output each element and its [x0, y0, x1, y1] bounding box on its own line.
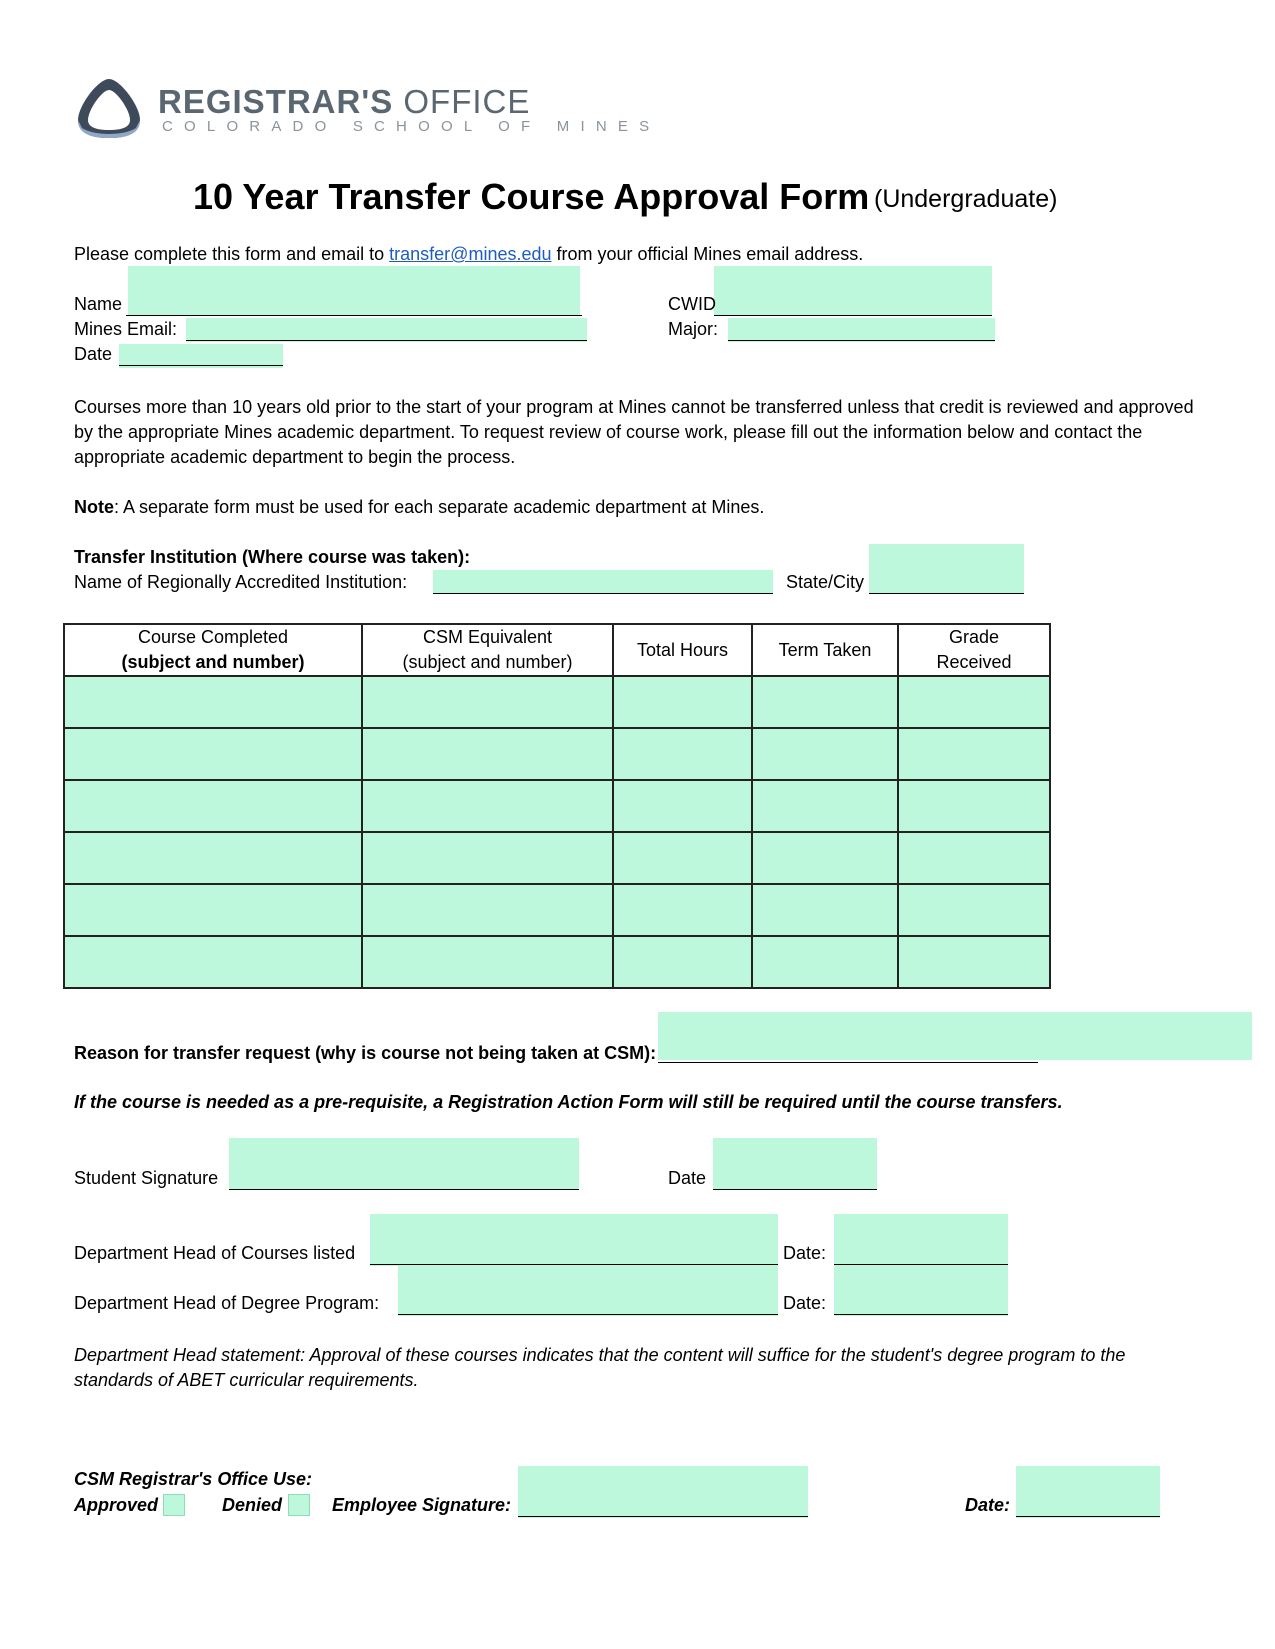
grade-received-cell[interactable] — [898, 676, 1050, 728]
course-completed-cell[interactable] — [64, 676, 362, 728]
table-row — [64, 832, 1050, 884]
grade-received-cell[interactable] — [898, 884, 1050, 936]
registrar-office-logo-text: REGISTRAR'S OFFICE — [158, 83, 531, 120]
dept-head-degree-date-label: Date: — [783, 1293, 827, 1313]
total-hours-cell[interactable] — [613, 780, 752, 832]
institution-heading: Transfer Institution (Where course was taken): — [74, 547, 471, 567]
office-date-label: Date: — [965, 1495, 1011, 1515]
transfer-email-link[interactable]: transfer@mines.edu — [389, 244, 552, 264]
csm-equivalent-cell[interactable] — [362, 832, 613, 884]
employee-signature-label: Employee Signature: — [332, 1495, 512, 1515]
dept-head-degree-label: Department Head of Degree Program: — [74, 1293, 380, 1313]
intro-text: Please complete this form and email to transfer@mines.edu from your official Mines email address. — [74, 244, 864, 264]
grade-received-cell[interactable] — [898, 936, 1050, 988]
term-taken-cell[interactable] — [752, 780, 898, 832]
form-title: 10 Year Transfer Course Approval Form — [193, 176, 870, 217]
office-use-heading: CSM Registrar's Office Use: — [74, 1469, 313, 1489]
header-csm-equivalent: CSM Equivalent (subject and number) — [362, 624, 613, 676]
course-completed-cell[interactable] — [64, 780, 362, 832]
term-taken-cell[interactable] — [752, 936, 898, 988]
term-taken-cell[interactable] — [752, 832, 898, 884]
term-taken-cell[interactable] — [752, 676, 898, 728]
header-total-hours: Total Hours — [613, 624, 752, 676]
total-hours-cell[interactable] — [613, 936, 752, 988]
header-grade-received: Grade Received — [898, 624, 1050, 676]
denied-label: Denied — [222, 1495, 283, 1515]
term-taken-cell[interactable] — [752, 884, 898, 936]
total-hours-cell[interactable] — [613, 728, 752, 780]
table-row — [64, 780, 1050, 832]
approved-checkbox[interactable] — [163, 1494, 185, 1516]
csm-equivalent-cell[interactable] — [362, 884, 613, 936]
student-signature-label: Student Signature — [74, 1168, 219, 1188]
student-date-label: Date — [668, 1168, 707, 1188]
course-completed-cell[interactable] — [64, 832, 362, 884]
total-hours-cell[interactable] — [613, 676, 752, 728]
date-label: Date — [74, 344, 113, 364]
colorado-school-of-mines-logo-text: COLORADO SCHOOL OF MINES — [162, 118, 661, 135]
reason-label: Reason for transfer request (why is course not being taken at CSM): — [74, 1043, 657, 1063]
mines-logo-icon — [74, 76, 144, 142]
cwid-label: CWID — [668, 294, 716, 314]
csm-equivalent-cell[interactable] — [362, 676, 613, 728]
grade-received-cell[interactable] — [898, 780, 1050, 832]
table-row — [64, 676, 1050, 728]
state-city-label: State/City — [786, 572, 865, 592]
table-header-row — [64, 624, 1050, 676]
term-taken-cell[interactable] — [752, 728, 898, 780]
csm-equivalent-cell[interactable] — [362, 936, 613, 988]
policy-paragraph: Courses more than 10 years old prior to the start of your program at Mines cannot be transferred unless that credit is reviewed and approved by the appropriate Mines academic department. To request review of course work, please fill out the information below and contact the appropriate academic department to begin the process. — [74, 397, 1194, 467]
institution-name-label: Name of Regionally Accredited Institution: — [74, 572, 408, 592]
dept-head-statement: Department Head statement: Approval of these courses indicates that the content will suffice for the student's degree program to the standards of ABET curricular requirements. — [74, 1345, 1126, 1390]
dept-head-courses-label: Department Head of Courses listed — [74, 1243, 356, 1263]
grade-received-cell[interactable] — [898, 728, 1050, 780]
course-completed-cell[interactable] — [64, 884, 362, 936]
name-label: Name — [74, 294, 123, 314]
total-hours-cell[interactable] — [613, 884, 752, 936]
table-row — [64, 728, 1050, 780]
denied-checkbox[interactable] — [288, 1494, 310, 1516]
prerequisite-note: If the course is needed as a pre-requisite, a Registration Action Form will still be required until the course transfers. — [74, 1092, 1063, 1112]
csm-equivalent-cell[interactable] — [362, 780, 613, 832]
note-text: Note: A separate form must be used for each separate academic department at Mines. — [74, 497, 765, 517]
table-row — [64, 936, 1050, 988]
total-hours-cell[interactable] — [613, 832, 752, 884]
grade-received-cell[interactable] — [898, 832, 1050, 884]
dept-head-courses-date-label: Date: — [783, 1243, 827, 1263]
course-table — [63, 623, 1051, 989]
csm-equivalent-cell[interactable] — [362, 728, 613, 780]
form-subtitle: (Undergraduate) — [874, 185, 1058, 213]
course-completed-cell[interactable] — [64, 936, 362, 988]
course-completed-cell[interactable] — [64, 728, 362, 780]
table-row — [64, 884, 1050, 936]
approved-label: Approved — [74, 1495, 159, 1515]
mines-email-label: Mines Email: — [74, 319, 178, 339]
header-course-completed: Course Completed (subject and number) — [64, 624, 362, 676]
major-label: Major: — [668, 319, 719, 339]
header-term-taken: Term Taken — [752, 624, 898, 676]
